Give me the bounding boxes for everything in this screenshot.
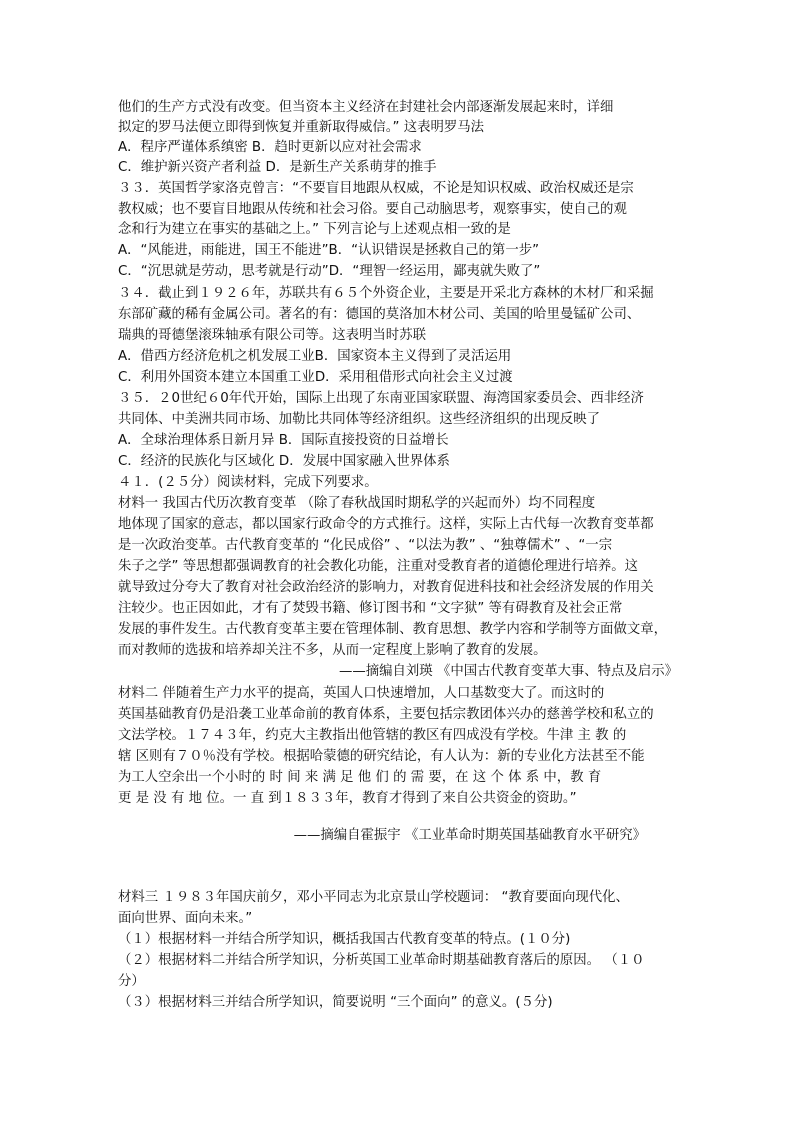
text-line: 地体现了国家的意志，都以国家行政命令的方式推行。这样，实际上古代每一次教育变革都	[118, 517, 654, 532]
option-line: C．维护新兴资产者利益 D．是新生产关系萌芽的推手	[118, 160, 437, 175]
option-line: A．程序严谨体系缜密 B．趋时更新以应对社会需求	[118, 140, 422, 155]
text-line: 是一次政治变革。古代教育变革的 “化民成俗” 、“以法为教” 、“独尊儒术” 、“一宗	[118, 538, 613, 553]
text-line: 文法学校。１７４３年，约克大主教指出他管辖的教区有四成没有学校。牛津 主 教 的	[118, 728, 627, 743]
text-line: 朱子之学” 等思想都强调教育的社会教化功能，注重对受教育者的道德伦理进行培养。这	[118, 559, 639, 574]
text-line: 面向世界、面向未来。”	[118, 911, 253, 926]
material-2-heading: 材料二 伴随着生产力水平的提高，英国人口快速增加，人口基数变大了。而这时的	[118, 686, 605, 701]
text-line: 发展的事件发生。古代教育变革主要在管理体制、教育思想、教学内容和学制等方面做文章，	[118, 622, 668, 637]
question-34: ３４．截止到１９２６年，苏联共有６５个外资企业，主要是开采北方森林的木材厂和采掘	[118, 286, 654, 301]
text-line: 辖 区则有７０％没有学校。根据哈蒙德的研究结论，有人认为：新的专业化方法甚至不能	[118, 749, 645, 764]
text-line: 注较少。也正因如此，才有了焚毁书籍、修订图书和 “文字狱” 等有碍教育及社会正常	[118, 601, 623, 616]
option-line: C．“沉思就是劳动，思考就是行动”D．“理智一经运用，鄙夷就失败了”	[118, 264, 541, 279]
text-line: 为工人空余出一个小时的 时 间 来 满 足 他 们 的 需 要，在 这 个 体 系 中，教 育	[118, 770, 602, 785]
sub-question-3: （３）根据材料三并结合所学知识，简要说明 “三个面向” 的意义。(５分)	[118, 995, 553, 1010]
option-line: C．经济的民族化与区域化 D．发展中国家融入世界体系	[118, 454, 450, 469]
text-line: 而对教师的选拔和培养却关注不多，从而一定程度上影响了教育的发展。	[118, 643, 547, 658]
option-line: C．利用外国资本建立本国重工业D．采用租借形式向社会主义过渡	[118, 370, 513, 385]
text-line: 分）	[118, 974, 145, 989]
option-line: A．全球治理体系日新月异 B．国际直接投资的日益增长	[118, 433, 449, 448]
material-1-heading: 材料一 我国古代历次教育变革 （除了春秋战国时期私学的兴起而外）均不同程度	[118, 496, 596, 511]
text-line: 东部矿藏的稀有金属公司。著名的有：德国的莫洛加木材公司、美国的哈里曼锰矿公司、	[118, 307, 641, 322]
sub-question-1: （１）根据材料一并结合所学知识，概括我国古代教育变革的特点。(１０分)	[118, 932, 571, 947]
question-41: ４１．(２５分）阅读材料，完成下列要求。	[118, 475, 378, 490]
text-line: 教权威；也不要盲目地跟从传统和社会习俗。要自己动脑思考，观察事实，使自己的观	[118, 202, 627, 217]
text-line: 就导致过分夸大了教育对社会政治经济的影响力，对教育促进科技和社会经济发展的作用关	[118, 580, 654, 595]
option-line: A．借西方经济危机之机发展工业B．国家资本主义得到了灵活运用	[118, 349, 512, 364]
text-line: 念和行为建立在事实的基础之上。” 下列言论与上述观点相一致的是	[118, 222, 511, 237]
sub-question-2: （２）根据材料二并结合所学知识，分析英国工业革命时期基础教育落后的原因。 （１０	[118, 953, 645, 968]
option-line: A．“风能进，雨能进，国王不能进”B．“认识错误是拯救自己的第一步”	[118, 243, 540, 258]
source-citation: ——摘编自刘瑛 《中国古代教育变革大事、特点及启示》	[338, 664, 678, 679]
text-line: 共同体、中美洲共同市场、加勒比共同体等经济组织。这些经济组织的出现反映了	[118, 412, 601, 427]
source-citation: ——摘编自霍振宇 《工业革命时期英国基础教育水平研究》	[293, 828, 646, 843]
material-3-heading: 材料三 １９８３年国庆前夕，邓小平同志为北京景山学校题词： “教育要面向现代化、	[118, 890, 629, 905]
question-33: ３３．英国哲学家洛克曾言：“不要盲目地跟从权威，不论是知识权威、政治权威还是宗	[118, 181, 634, 196]
text-line: 他们的生产方式没有改变。但当资本主义经济在封建社会内部逐渐发展起来时，详细	[118, 100, 614, 115]
text-line: 拟定的罗马法便立即得到恢复并重新取得威信。” 这表明罗马法	[118, 120, 485, 135]
text-line: 更 是 没 有 地 位。一 直 到１８３３年，教育才得到了来自公共资金的资助。”	[118, 791, 577, 806]
question-35: ３５．２0世纪６0年代开始，国际上出现了东南亚国家联盟、海湾国家委员会、西非经济	[118, 391, 644, 406]
text-line: 瑞典的哥德堡滚珠轴承有限公司等。这表明当时苏联	[118, 328, 426, 343]
text-line: 英国基础教育仍是沿袭工业革命前的教育体系，主要包括宗教团体兴办的慈善学校和私立的	[118, 707, 654, 722]
